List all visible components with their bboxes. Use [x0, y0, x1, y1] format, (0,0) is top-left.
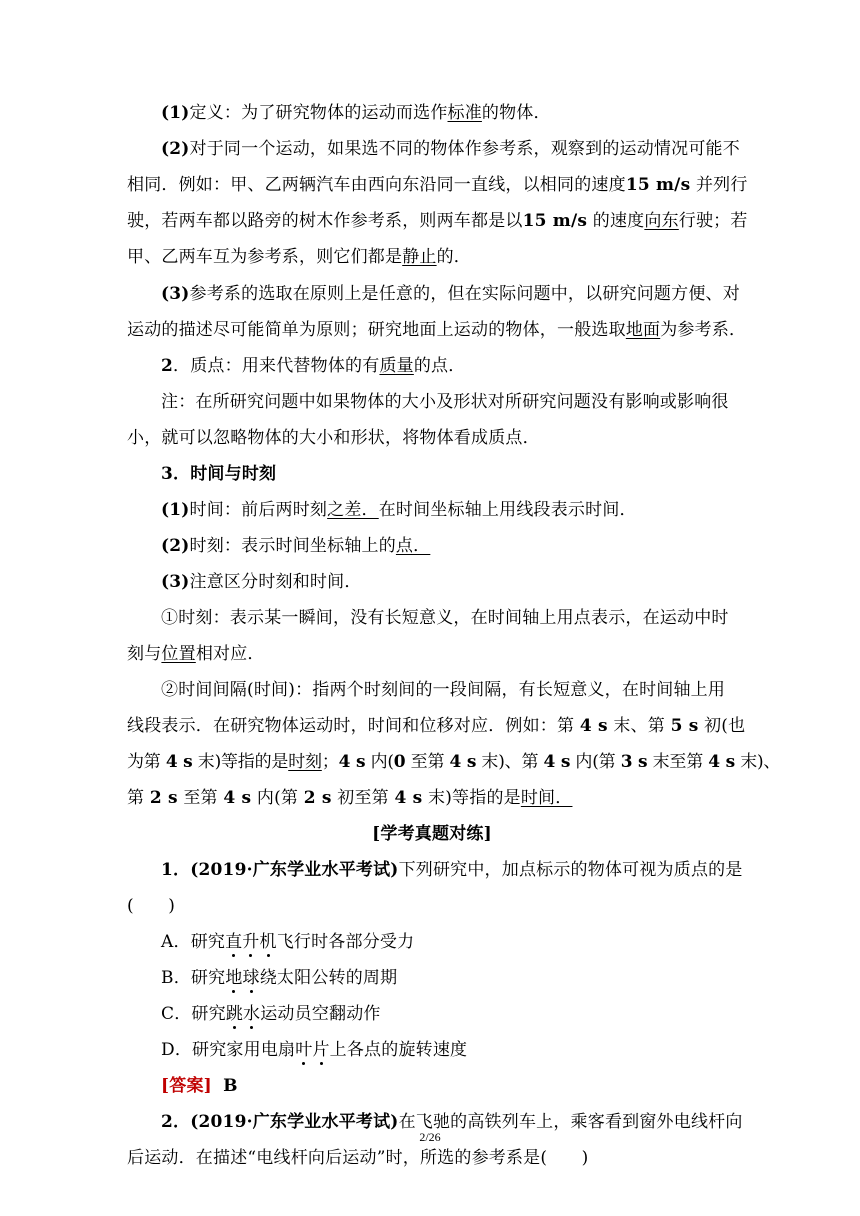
dotted-char: 球	[242, 968, 260, 988]
question-1-option-b	[161, 967, 397, 989]
question-2-stem-line-2: 后运动．在描述“电线杆向后运动”时，所选的参考系是( )	[127, 1148, 589, 1168]
option-text: 研究	[191, 1004, 226, 1024]
item-number: (3)	[161, 284, 190, 304]
question-text: 下列研究中，加点标示的物体可视为质点的是	[398, 860, 743, 880]
item-number: (3)	[161, 572, 190, 592]
option-label: B．	[161, 968, 191, 988]
text: 定义：为了研究物体的运动而选作	[189, 103, 448, 123]
dotted-char: 直	[225, 932, 243, 952]
number-value: 3 s	[620, 752, 648, 772]
text: 在时间坐标轴上用线段表示时间．	[378, 500, 637, 520]
dotted-char: 跳	[225, 1004, 244, 1024]
text: 小，就可以忽略物体的大小和形状，将物体看成质点．	[127, 428, 540, 448]
paragraph-note-line-1	[161, 391, 729, 413]
paragraph-same-motion-line-4	[127, 246, 471, 268]
number-value: 5 s	[670, 716, 699, 736]
underlined-answer: 标准	[447, 103, 482, 123]
paragraph-particle	[161, 355, 465, 377]
answer-value: B	[223, 1076, 238, 1096]
option-text: 上各点的旋转速度	[329, 1040, 468, 1060]
text: 时刻：表示时间坐标轴上的	[189, 536, 396, 556]
dotted-char: 升	[242, 932, 260, 952]
text: 甲、乙两车互为参考系，则它们都是	[127, 247, 403, 267]
text: 末)、	[740, 752, 781, 772]
text: 末)、第	[481, 752, 539, 772]
paragraph-note-line-2	[127, 427, 540, 449]
text: 内(第	[575, 752, 616, 772]
paragraph-same-motion-line-2	[127, 174, 748, 196]
option-text: 飞行时各部分受力	[276, 932, 415, 952]
dotted-char: 水	[243, 1004, 261, 1024]
text: 的物体．	[481, 103, 551, 123]
underlined-answer: 时刻	[288, 752, 322, 772]
question-1-answer-blank: ( )	[127, 896, 176, 916]
section-title: [学考真题对练]	[372, 824, 492, 844]
text: 并列行	[695, 175, 748, 195]
text: 对于同一个运动，如果选不同的物体作参考系，观察到的运动情况可能不	[189, 139, 740, 159]
number-value: 4 s	[579, 716, 608, 736]
text: 驶，若两车都以路旁的树木作参考系，则两车都是以	[127, 211, 523, 231]
option-text: 运动员空翻动作	[260, 1004, 381, 1024]
question-1-option-d	[161, 1039, 467, 1061]
number-value: 4 s	[165, 752, 193, 772]
paragraph-reference-choice-line-2	[127, 319, 746, 341]
text: 行驶；若	[678, 211, 748, 231]
paragraph-interval-detail-line-2	[127, 715, 745, 737]
item-number: 3	[161, 464, 174, 484]
text: 末)等指的是	[197, 752, 289, 772]
paragraph-time-instant	[161, 535, 430, 557]
number-value: 4 s	[449, 752, 477, 772]
item-number: (1)	[161, 103, 190, 123]
text: 为参考系．	[660, 320, 747, 340]
number-value: 2 s	[149, 788, 178, 808]
option-text: 绕太阳公转的周期	[259, 968, 398, 988]
dotted-char: 叶	[295, 1040, 313, 1060]
text: 至第	[410, 752, 445, 772]
text: 末、第	[613, 716, 665, 736]
underlined-answer: 点．	[395, 536, 431, 556]
dotted-char: 片	[312, 1040, 330, 1060]
paragraph-reference-definition	[161, 102, 551, 124]
question-number: 1．	[161, 860, 191, 880]
text: 末)等指的是	[428, 788, 521, 808]
text: 的．	[436, 247, 472, 267]
paragraph-interval-detail-line-4	[127, 787, 572, 809]
question-number: 2．	[161, 1112, 191, 1132]
number-value: 4 s	[543, 752, 571, 772]
section-heading-time	[161, 463, 276, 485]
question-1-option-c	[161, 1003, 381, 1025]
text: 参考系的选取在原则上是任意的，但在实际问题中，以研究问题方便、对	[189, 284, 740, 304]
paragraph-same-motion-line-3	[127, 210, 748, 232]
number-value: 4 s	[708, 752, 735, 772]
text: ①时刻：表示某一瞬间，没有长短意义，在时间轴上用点表示，在运动中时	[161, 608, 729, 628]
option-text: 研究	[190, 968, 226, 988]
text: 的速度	[592, 211, 645, 231]
option-label: A．	[161, 932, 191, 952]
option-text: 研究家用电扇	[192, 1040, 296, 1060]
number-value: 0	[393, 752, 406, 772]
item-number: (1)	[161, 500, 190, 520]
question-source: (2019·广东学业水平考试)	[190, 1112, 399, 1132]
text: 初至第	[337, 788, 389, 808]
text: 初(也	[704, 716, 746, 736]
paragraph-interval-detail-line-3	[127, 751, 780, 773]
answer-tag: [答案]	[161, 1076, 212, 1096]
question-text: 在飞驰的高铁列车上，乘客看到窗外电线杆向	[398, 1112, 743, 1132]
text: 相对应．	[195, 644, 265, 664]
text: ②时间间隔(时间)：指两个时刻间的一段间隔，有长短意义，在时间轴上用	[161, 680, 726, 700]
paragraph-interval-detail-line-1	[161, 679, 725, 701]
text: 至第	[183, 788, 218, 808]
text: 注：在所研究问题中如果物体的大小及形状对所研究问题没有影响或影响很	[161, 392, 729, 412]
underlined-answer: 地面	[625, 320, 661, 340]
number-value: 4 s	[394, 788, 423, 808]
text: 时间：前后两时刻	[189, 500, 328, 520]
item-number: (2)	[161, 536, 190, 556]
text: ．质点：用来代替物体的有	[173, 356, 380, 376]
heading-text: ．时间与时刻	[173, 464, 277, 484]
question-source: (2019·广东学业水平考试)	[190, 860, 399, 880]
text: 的点．	[413, 356, 466, 376]
number-value: 4 s	[338, 752, 366, 772]
text: 为第	[127, 752, 161, 772]
question-1-option-a	[161, 931, 414, 953]
text: 运动的描述尽可能简单为原则；研究地面上运动的物体，一般选取	[127, 320, 626, 340]
question-1-answer	[161, 1075, 238, 1097]
underlined-answer: 位置	[161, 644, 196, 664]
text: 相同．例如：甲、乙两辆汽车由西向东沿同一直线，以相同的速度	[127, 175, 626, 195]
text: 内(	[370, 752, 394, 772]
underlined-answer: 静止	[402, 247, 437, 267]
paragraph-same-motion-line-1	[161, 138, 740, 160]
text: ；	[321, 752, 339, 772]
underlined-answer: 时间．	[520, 788, 573, 808]
paragraph-distinguish	[161, 571, 362, 593]
dotted-char: 机	[259, 932, 277, 952]
option-label: C．	[161, 1004, 192, 1024]
paragraph-instant-detail-line-1	[161, 607, 729, 629]
paragraph-instant-detail-line-2	[127, 643, 265, 665]
text: 注意区分时刻和时间．	[189, 572, 362, 592]
text: 刻与	[127, 644, 162, 664]
text: 线段表示．在研究物体运动时，时间和位移对应．例如：第	[127, 716, 575, 736]
paragraph-reference-choice-line-1	[161, 283, 740, 305]
number-value: 15 m/s	[522, 211, 588, 231]
page-number: 2/26	[419, 1130, 441, 1144]
paragraph-time-interval	[161, 499, 637, 521]
underlined-answer: 质量	[379, 356, 414, 376]
text: 末至第	[652, 752, 704, 772]
number-value: 15 m/s	[625, 175, 691, 195]
question-1-stem	[161, 859, 743, 881]
option-label: D．	[161, 1040, 193, 1060]
item-number: 2	[161, 356, 174, 376]
underlined-answer: 向东	[644, 211, 679, 231]
text: 内(第	[256, 788, 299, 808]
underlined-answer: 之差．	[327, 500, 379, 520]
option-text: 研究	[190, 932, 226, 952]
number-value: 2 s	[303, 788, 332, 808]
text: 第	[127, 788, 145, 808]
item-number: (2)	[161, 139, 190, 159]
dotted-char: 地	[225, 968, 243, 988]
number-value: 4 s	[223, 788, 252, 808]
